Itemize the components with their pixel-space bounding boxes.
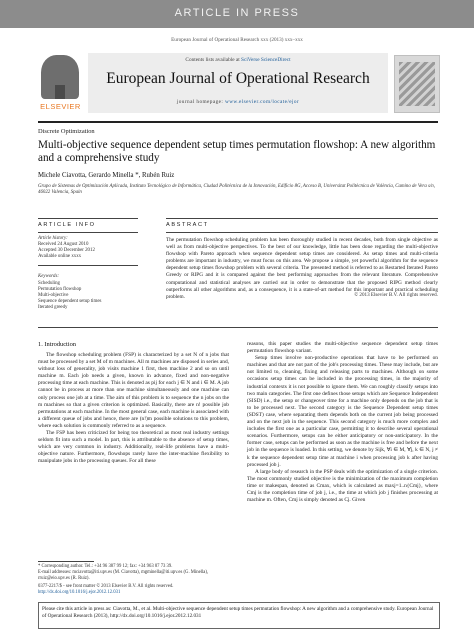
body-paragraph: Setup times involve non-productive operations that have to be performed on machines and that are not part of the job's processing times. These may include, but are not limited to, cleaning, fixing and releasing parts to machines. Although on some occasions setup times can be included in the processing times, in the majority of industrial contexts it is not possible to ignore them. We can roughly classify setups into two main categories. The first one defines those setups which are Sequence Independent (SISD) i.e., the setup or changeover time for a machine only depends on the job that is to be processed next. The second category is the Sequence Dependent setup times (SDST) case, where separating them depends both on the current job being processed and on the next job in the sequence. This second category is much more complex and includes the first one as a particular case, permitting it to describe several operational scenarios. Furthermore, setups can be either anticipatory or non-anticipatory. In the former case, setups can be performed as soon as the machine is free and before the next job in the sequence is loaded. In this setting, we denote by Sijk, ∀i ∈ M, ∀j, k ∈ N, j ≠ k the sequence dependent setup time at machine i when processing job k after having processed job j. <box>247 355 438 468</box>
elsevier-logo <box>38 53 83 115</box>
header-divider <box>38 121 438 123</box>
keyword-item: Multi-objective <box>38 293 69 298</box>
article-history-label: Article history: <box>38 236 68 241</box>
abstract-bottom-rule <box>38 327 438 328</box>
journal-homepage <box>88 99 388 105</box>
abstract-copyright: © 2013 Elsevier B.V. All rights reserved. <box>354 292 438 298</box>
elsevier-wordmark: ELSEVIER <box>40 102 81 111</box>
introduction-heading: 1. Introduction <box>38 341 76 348</box>
keywords-rule <box>38 265 138 266</box>
article-info-rule-top <box>38 218 138 219</box>
journal-title: European Journal of Operational Research <box>106 70 370 87</box>
email-addresses-note: E-mail addresses: mciavotta@iti.upv.es (M. Ciavotta), mgminella@iti.upv.es (G. Minella), rruiz@eio.upv.es (R. Ruiz). <box>38 570 209 581</box>
corresponding-author-note: * Corresponding author. Tel.: +34 96 387 99 12; fax: +34 963 87 73 39. <box>38 564 173 569</box>
abstract-rule-top <box>166 218 438 219</box>
cover-pattern <box>399 62 435 106</box>
banner-text: ARTICLE IN PRESS <box>174 7 300 19</box>
article-in-press-banner <box>0 0 474 28</box>
paper-title: Multi-objective sequence dependent setup times permutation flowshop: A new algorithm and a comprehensive study <box>38 139 436 164</box>
journal-reference-line: European Journal of Operational Research xxx (2013) xxx–xxx <box>171 37 303 43</box>
keyword-item: Iterated greedy <box>38 305 68 310</box>
journal-header-box <box>88 53 388 113</box>
issn-line: 0377-2217/$ - see front matter © 2013 Elsevier B.V. All rights reserved. <box>38 584 174 589</box>
article-info-heading: ARTICLE INFO <box>38 222 96 228</box>
contents-prefix: Contents lists available at <box>185 57 242 63</box>
body-column-left <box>38 341 229 466</box>
abstract-heading: ABSTRACT <box>166 222 209 228</box>
author-affiliation: Grupo de Sistemas de Optimización Aplicada, Instituto Tecnológico de Informática, Ciudad Politécnica de la Innovación, Edificio 8G, Acceso B, Universitat Politècnica de València, Camino de Vera s/n, 46022 Valencia, Spain <box>38 184 435 196</box>
abstract-rule-mid <box>166 232 438 233</box>
keywords-label: Keywords: <box>38 274 60 279</box>
keyword-item: Scheduling <box>38 281 61 286</box>
article-info-rule-mid <box>38 232 138 233</box>
citation-box <box>38 602 440 629</box>
received-date: Received 24 August 2010 <box>38 242 89 247</box>
abstract-body: The permutation flowshop scheduling problem has been thoroughly studied in recent decades, both from single objective as well as from multi-objective perspectives. To the best of our knowledge, little has been done regarding the multi-objective flowshop with Pareto approach when sequence dependent setup times are considered. As setup times and multi-criteria problems are important in industry, we must focus on this area. We propose a simple, yet powerful algorithm for the sequence dependent setup times flowshop problem with several criteria. The presented method is referred to as Restarted Iterated Pareto Greedy or RIPG and it is compared against the best performing approaches from the relevant literature. Comprehensive computational and statistical analyses are carried out in order to demonstrate that the proposed RIPG method clearly outperforms all other algorithms and, as a consequence, it is a state-of-art method for this important and practical scheduling problem. <box>166 237 438 300</box>
available-date: Available online xxxx <box>38 254 82 259</box>
section-label: Discrete Optimization <box>38 128 95 135</box>
keyword-item: Sequence dependent setup times <box>38 299 102 304</box>
body-paragraph: The flowshop scheduling problem (FSP) is characterized by a set N of n jobs that must be processed by a set M of m machines. All m machines are disposed in series and, without loss of generality, job visits machine 1 first, then machine 2 and so on until machine m. Each job needs a given, known in advance, fixed and non-negative processing time at each machine. This is denoted as pij for each j ∈ N and i ∈ M. A job cannot be in process at more than one machine simultaneously and one machine can only process one job at a time. The aim of this problem is to sequence the n jobs on the m machines so that a given criterion is optimized. Basically, there are n! possible job permutations at each machine. In the most general case, each machine is associated with a different queue of jobs and hence, there are (n!)m possible solutions to this problem, where each solution is commonly referred to as a sequence. <box>38 352 229 429</box>
body-paragraph: A large body of research in the PSP deals with the optimization of a single criterion. The most commonly studied objective is the minimization of the maximum completion time or makespan, denoted as Cmax, which is calculated as maxj=1..n{Cmj}, where Cmj is the completion time of job j, i.e., the time at which job j finishes processing at machine m. Often, Cmj is simply denoted as Cj. Given <box>247 468 438 504</box>
sciencedirect-link[interactable]: SciVerse ScienceDirect <box>241 57 291 63</box>
contents-line <box>88 57 388 63</box>
elsevier-tree-icon <box>41 55 79 99</box>
footnote-rule <box>38 561 94 562</box>
keyword-item: Permutation flowshop <box>38 287 82 292</box>
citation-text: Please cite this article in press as: Ciavotta, M., et al. Multi-objective sequence dependent setup times permutation flowshop: A new algorithm and a comprehensive study. European Journal of Operational Research (2013), http://dx.doi.org/10.1016/j.ejor.2012.12.031 <box>42 606 434 619</box>
body-column-right <box>247 341 438 504</box>
author-list: Michele Ciavotta, Gerardo Minella *, Rubén Ruiz <box>38 172 175 179</box>
body-paragraph: reasons, this paper studies the multi-objective sequence dependent setup times permutation flowshop variant. <box>247 341 438 355</box>
doi-link[interactable]: http://dx.doi.org/10.1016/j.ejor.2012.12.031 <box>38 590 121 595</box>
journal-header <box>38 53 438 119</box>
homepage-prefix: journal homepage: <box>176 99 225 105</box>
journal-cover-thumbnail <box>394 55 440 113</box>
accepted-date: Accepted 30 December 2012 <box>38 248 95 253</box>
homepage-link[interactable]: www.elsevier.com/locate/ejor <box>224 99 300 105</box>
body-paragraph: The FSP has been criticized for being too theoretical as most real industry settings seldom fit into such a model. In part, this is attributable to the absence of setup times, which are very common in industry. Additionally, real-life problems have a multi-objective nature. Furthermore, flowshops rarely have the inter-machine flexibility to manipulate jobs in the processing queues. For all these <box>38 430 229 465</box>
